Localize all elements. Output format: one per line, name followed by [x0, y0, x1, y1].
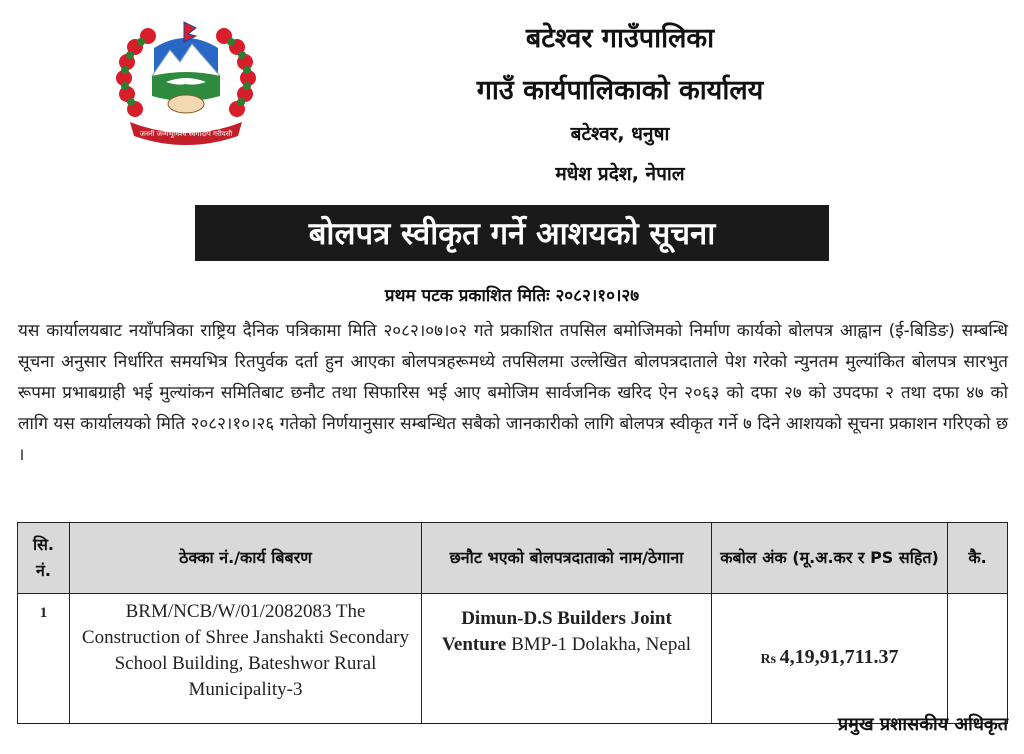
header-remarks: कै. — [948, 523, 1008, 594]
header-sn: सि. नं. — [18, 523, 70, 594]
currency-prefix: Rs — [760, 652, 780, 667]
bidder-name: Dimun-D.S Builders Joint Venture — [441, 608, 672, 655]
notice-title-banner — [195, 205, 829, 261]
office-name: गाउँ कार्यपालिकाको कार्यालय — [476, 75, 764, 106]
address-line-1: बटेश्वर, धनुषा — [570, 123, 670, 145]
cell-amount — [712, 594, 948, 724]
organization-name: बटेश्वर गाउँपालिका — [525, 23, 715, 54]
published-date: प्रथम पटक प्रकाशित मितिः २०८२।१०।२७ — [384, 286, 640, 306]
header-contract: ठेक्का नं./कार्य बिबरण — [70, 523, 422, 594]
header-bidder: छनौट भएको बोलपत्रदाताको नाम/ठेगाना — [422, 523, 712, 594]
bid-table — [17, 522, 1008, 724]
address-line-2: मधेश प्रदेश, नेपाल — [555, 163, 685, 185]
handshake — [168, 95, 204, 113]
cell-sn: 1 — [18, 594, 70, 724]
bidder-address: BMP-1 Dolakha, Nepal — [506, 634, 692, 655]
notice-title: बोलपत्र स्वीकृत गर्ने आशयको सूचना — [308, 216, 716, 252]
amount-value: 4,19,91,711.37 — [779, 646, 899, 668]
cell-bidder — [422, 594, 712, 724]
nepal-emblem — [108, 14, 264, 150]
cell-remarks — [948, 594, 1008, 724]
table-header-row — [18, 523, 1008, 594]
table-row — [18, 594, 1008, 724]
signatory-title: प्रमुख प्रशासकीय अधिकृत — [837, 714, 1008, 735]
motto-text: जननी जन्मभूमिश्च स्वर्गादपि गरीयसी — [139, 130, 233, 138]
header-amount: कबोल अंक (मू.अ.कर र PS सहित) — [712, 523, 948, 594]
cell-contract: BRM/NCB/W/01/2082083 The Construction of Shree Janshakti Secondary School Building, Bateshwor Rural Municipality-3 — [70, 594, 422, 724]
notice-body: यस कार्यालयबाट नयाँपत्रिका राष्ट्रिय दैनिक पत्रिकामा मिति २०८२।०७।०२ गते प्रकाशित तपसिल बमोजिमको निर्माण कार्यको बोलपत्र आह्वान (ई-बिडिङ) सम्बन्धि सूचना अनुसार निर्धारित समयभित्र रितपुर्वक दर्ता हुन आएका बोलपत्रहरूमध्ये तपसिलमा उल्लेखित बोलपत्रदाताले पेश गरेको न्युनतम मुल्यांकित बोलपत्र सारभुत रूपमा प्रभाबग्राही भई मुल्यांकन समितिबाट छनौट तथा सिफारिस भई आए बमोजिम सार्वजनिक खरिद ऐन २०६३ को दफा २७ को उपदफा २ तथा दफा ४७ को लागि यस कार्यालयको मिति २०८२।१०।२६ गतेको निर्णयानुसार सम्बन्धित सबैको जानकारीको लागि बोलपत्र स्वीकृत गर्ने ७ दिने आशयको सूचना प्रकाशन गरिएको छ । — [18, 321, 1008, 465]
